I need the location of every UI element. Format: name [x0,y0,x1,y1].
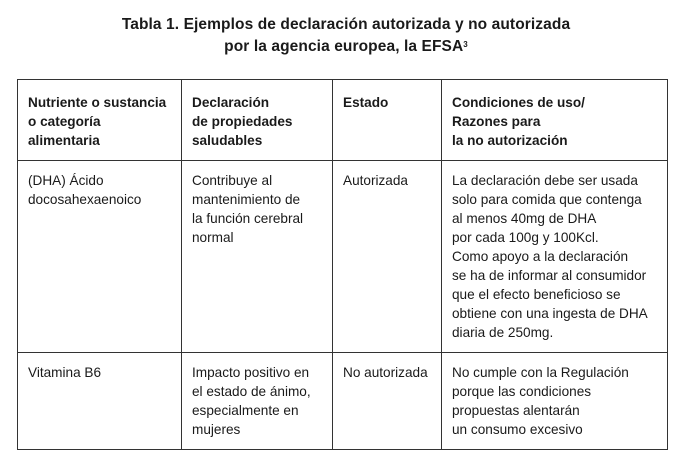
header-text: Condiciones de uso/ [452,95,585,110]
header-text: la no autorización [452,133,568,148]
status-text: No autorizada [343,365,428,380]
title-line-2-text: por la agencia europea, la EFSA [224,38,464,55]
cell-text: especialmente en [192,403,299,418]
cell-text: Impacto positivo en [192,365,310,380]
cell-text: porque las condiciones [452,384,592,399]
footnote-mark: 3 [463,40,468,49]
cell-text: obtiene con una ingesta de DHA [452,306,648,321]
header-claim [182,80,333,161]
cell-text: Como apoyo a la declaración [452,249,629,264]
cell-conditions [442,161,668,353]
cell-text: La declaración debe ser usada [452,173,638,188]
cell-text: por cada 100g y 100Kcl. [452,230,599,245]
cell-status [333,353,442,450]
cell-text: al menos 40mg de DHA [452,211,597,226]
header-status [333,80,442,161]
cell-claim [182,161,333,353]
cell-claim [182,353,333,450]
cell-text: normal [192,230,234,245]
header-text: Razones para [452,114,541,129]
table-row [18,353,668,450]
cell-text: Contribuye al [192,173,273,188]
cell-text: un consumo excesivo [452,422,583,437]
cell-text: solo para comida que contenga [452,192,642,207]
title-line-2 [0,36,692,58]
header-text: alimentaria [28,133,100,148]
header-row [18,80,668,161]
table-title [0,14,692,58]
cell-nutrient [18,161,182,353]
header-conditions [442,80,668,161]
title-line-1: Tabla 1. Ejemplos de declaración autorizada y no autorizada [121,16,571,33]
header-text: saludables [192,133,263,148]
cell-text: la función cerebral [192,211,304,226]
cell-text: propuestas alentarán [452,403,580,418]
cell-text: mantenimiento de [192,192,301,207]
cell-nutrient [18,353,182,450]
cell-conditions [442,353,668,450]
cell-text: No cumple con la Regulación [452,365,629,380]
cell-text: (DHA) Ácido [28,173,104,188]
cell-text: que el efecto beneficioso se [452,287,621,302]
cell-text: Vitamina B6 [28,365,102,380]
header-text: Estado [343,95,389,110]
cell-text: docosahexaenoico [28,192,142,207]
header-nutrient [18,80,182,161]
header-text: de propiedades [192,114,293,129]
header-text: Declaración [192,95,270,110]
cell-text: se ha de informar al consumidor [452,268,647,283]
header-text: o categoría [28,114,101,129]
claims-table [17,79,668,450]
table-row [18,161,668,353]
status-text: Autorizada [343,173,408,188]
cell-text: diaria de 250mg. [452,325,554,340]
cell-text: mujeres [192,422,241,437]
cell-status [333,161,442,353]
header-text: Nutriente o sustancia [28,95,167,110]
cell-text: el estado de ánimo, [192,384,311,399]
